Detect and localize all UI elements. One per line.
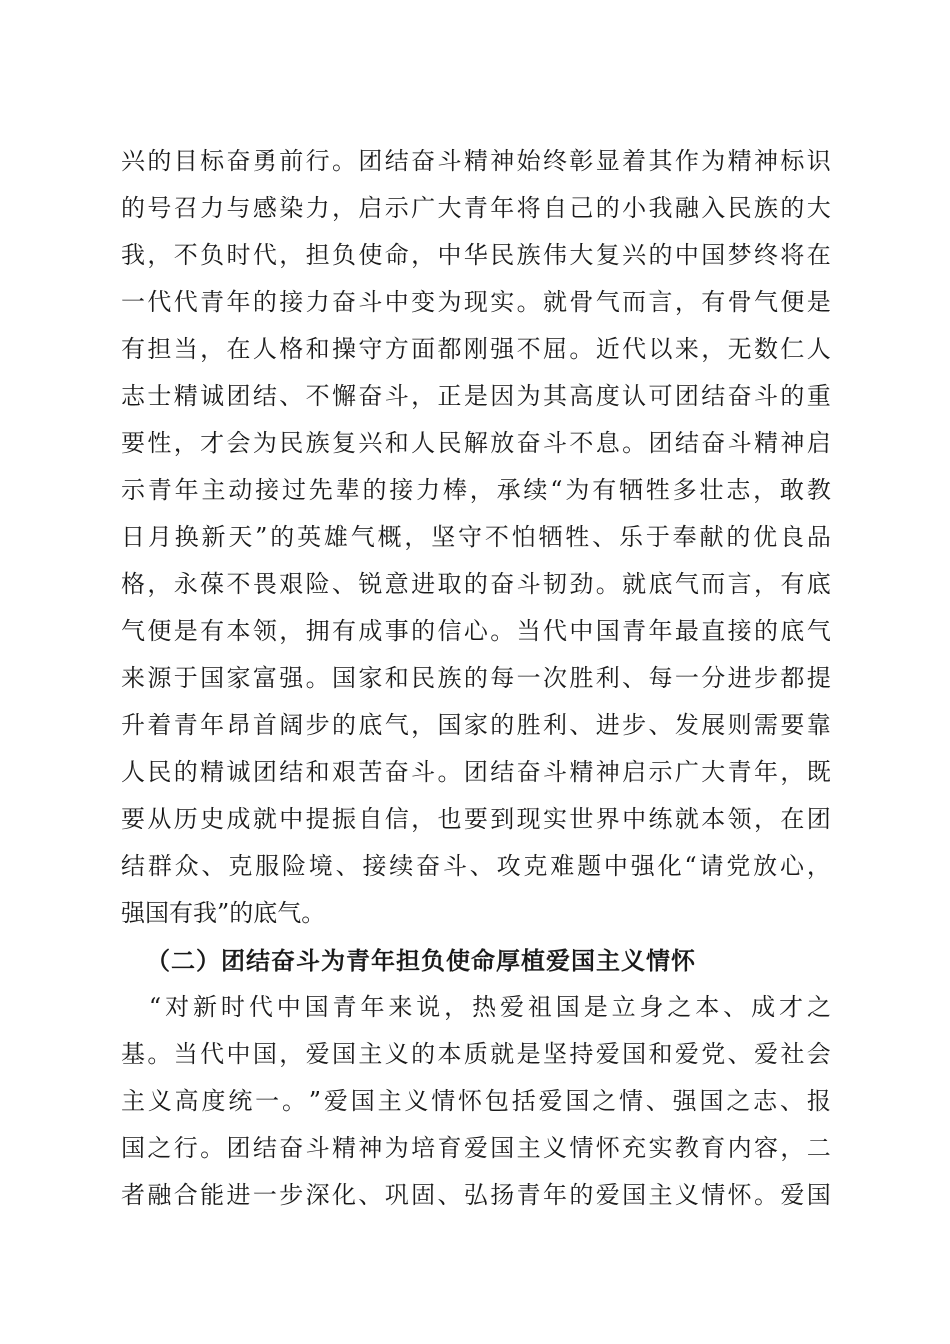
section-heading: （二）团结奋斗为青年担负使命厚植爱国主义情怀 [146, 946, 696, 975]
text-line: 一 代 代 青 年 的 接 力 奋 斗 中 变 为 现 实 。 就 骨 气 而 言 ， 有 骨 气 便 是 [121, 288, 831, 316]
paragraph-end-line: 强国有我”的底气。 [121, 899, 326, 927]
text-line: 要 从 历 史 成 就 中 提 振 自 信 ， 也 要 到 现 实 世 界 中 练 就 本 领 ， 在 团 [121, 805, 831, 833]
text-line: 示 青 年 主 动 接 过 先 辈 的 接 力 棒 ， 承 续 “ 为 有 牺 牲 多 壮 志 ， 敢 教 [121, 476, 831, 504]
body-text [121, 138, 831, 1219]
text-line: 主 义 高 度 统 一 。 ” 爱 国 主 义 情 怀 包 括 爱 国 之 情 、 强 国 之 志 、 报 [121, 1087, 831, 1115]
text-line: 日 月 换 新 天 ” 的 英 雄 气 概 ， 坚 守 不 怕 牺 牲 、 乐 于 奉 献 的 优 良 品 [121, 523, 831, 551]
paragraph-first-line: “ 对 新 时 代 中 国 青 年 来 说 ， 热 爱 祖 国 是 立 身 之 本 、 成 才 之 [148, 993, 831, 1021]
text-line: 气 便 是 有 本 领 ， 拥 有 成 事 的 信 心 。 当 代 中 国 青 年 最 直 接 的 底 气 [121, 617, 831, 645]
text-line: 格 ， 永 葆 不 畏 艰 险 、 锐 意 进 取 的 奋 斗 韧 劲 。 就 底 气 而 言 ， 有 底 [121, 570, 831, 598]
text-line: 者 融 合 能 进 一 步 深 化 、 巩 固 、 弘 扬 青 年 的 爱 国 主 义 情 怀 。 爱 国 [121, 1181, 831, 1209]
text-line: 基 。 当 代 中 国 ， 爱 国 主 义 的 本 质 就 是 坚 持 爱 国 和 爱 党 、 爱 社 会 [121, 1040, 831, 1068]
text-line: 要 性 ， 才 会 为 民 族 复 兴 和 人 民 解 放 奋 斗 不 息 。 团 结 奋 斗 精 神 启 [121, 429, 831, 457]
text-line: 有 担 当 ， 在 人 格 和 操 守 方 面 都 刚 强 不 屈 。 近 代 以 来 ， 无 数 仁 人 [121, 335, 831, 363]
text-line: 志 士 精 诚 团 结 、 不 懈 奋 斗 ， 正 是 因 为 其 高 度 认 可 团 结 奋 斗 的 重 [121, 382, 831, 410]
text-line: 来 源 于 国 家 富 强 。 国 家 和 民 族 的 每 一 次 胜 利 、 每 一 分 进 步 都 提 [121, 664, 831, 692]
text-line: 人 民 的 精 诚 团 结 和 艰 苦 奋 斗 。 团 结 奋 斗 精 神 启 示 广 大 青 年 ， 既 [121, 758, 831, 786]
text-line: 结 群 众 、 克 服 险 境 、 接 续 奋 斗 、 攻 克 难 题 中 强 化 “ 请 党 放 心 ， [121, 852, 831, 880]
text-line: 我 ， 不 负 时 代 ， 担 负 使 命 ， 中 华 民 族 伟 大 复 兴 的 中 国 梦 终 将 在 [121, 241, 831, 269]
text-line: 升 着 青 年 昂 首 阔 步 的 底 气 ， 国 家 的 胜 利 、 进 步 、 发 展 则 需 要 靠 [121, 711, 831, 739]
text-line: 兴 的 目 标 奋 勇 前 行 。 团 结 奋 斗 精 神 始 终 彰 显 着 其 作 为 精 神 标 识 [121, 147, 831, 175]
text-line: 的 号 召 力 与 感 染 力 ， 启 示 广 大 青 年 将 自 己 的 小 我 融 入 民 族 的 大 [121, 194, 831, 222]
text-line: 国 之 行 。 团 结 奋 斗 精 神 为 培 育 爱 国 主 义 情 怀 充 实 教 育 内 容 ， 二 [121, 1134, 831, 1162]
